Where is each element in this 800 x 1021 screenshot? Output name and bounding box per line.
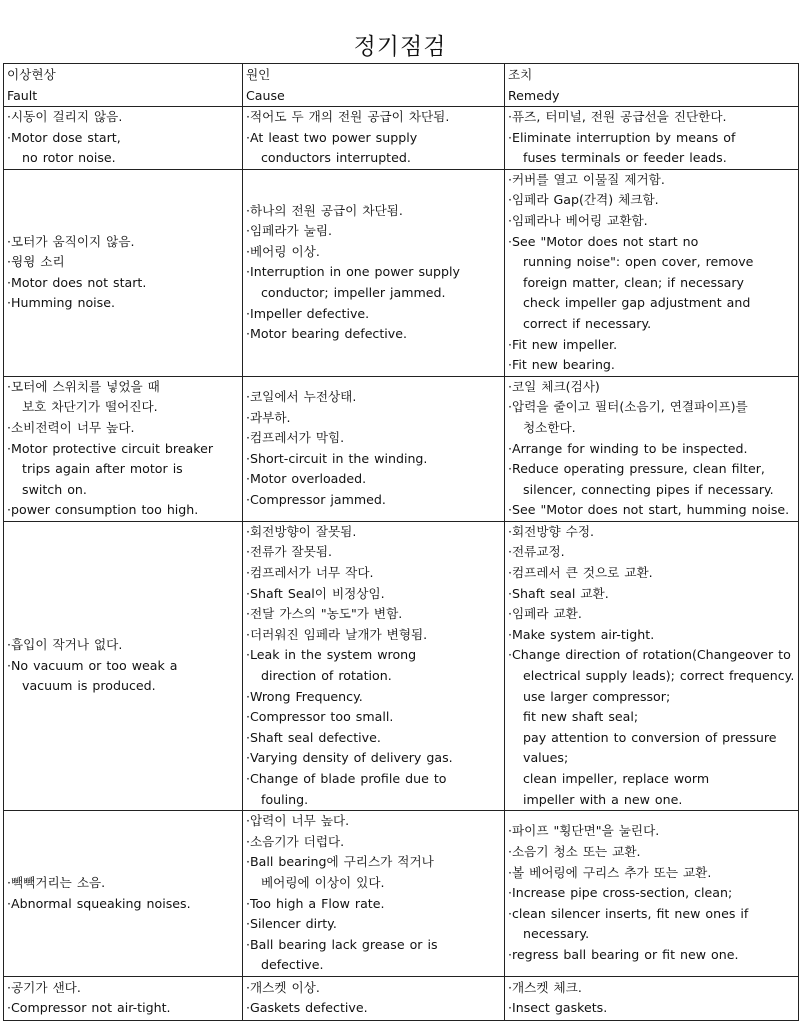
cause-line: ·적어도 두 개의 전원 공급이 차단됨. xyxy=(246,109,450,124)
header-remedy-en: Remedy xyxy=(508,88,560,103)
cause-line: ·하나의 전원 공급이 차단됨. xyxy=(246,202,403,218)
cause-cell xyxy=(243,976,505,1020)
remedy-line: ·Arrange for winding to be inspected. xyxy=(508,440,748,456)
cause-line: ·Motor overloaded. xyxy=(246,471,367,487)
remedy-line: necessary. xyxy=(508,926,590,942)
cause-cell xyxy=(243,521,505,810)
remedy-cell xyxy=(505,376,799,521)
cause-line: ·과부하. xyxy=(246,409,291,425)
cause-line: ·Short-circuit in the winding. xyxy=(246,450,428,466)
cause-line: ·전달 가스의 "농도"가 변함. xyxy=(246,606,403,622)
remedy-line: ·임페라 교환. xyxy=(508,606,582,622)
cause-cell xyxy=(243,811,505,977)
remedy-line: ·커버를 열고 이물질 제거함. xyxy=(508,171,665,187)
cause-line: ·Too high a Flow rate. xyxy=(246,895,385,911)
table-row xyxy=(4,376,799,521)
cause-line: ·Wrong Frequency. xyxy=(246,688,363,704)
cause-line: ·더러워진 임페라 날개가 변형됨. xyxy=(246,626,428,642)
remedy-line: values; xyxy=(508,750,569,766)
remedy-line: ·Make system air-tight. xyxy=(508,626,655,642)
cause-line: ·Shaft Seal이 비정상임. xyxy=(246,585,385,601)
cause-line: ·베어링 이상. xyxy=(246,243,320,259)
remedy-line: check impeller gap adjustment and xyxy=(508,295,751,311)
remedy-line: pay attention to conversion of pressure xyxy=(508,729,777,745)
cause-line: ·소음기가 더럽다. xyxy=(246,833,345,849)
cause-cell xyxy=(243,107,505,170)
remedy-line: ·컴프레서 큰 것으로 교환. xyxy=(508,565,653,581)
fault-line: ·흡입이 작거나 없다. xyxy=(7,637,123,653)
remedy-line: impeller with a new one. xyxy=(508,791,683,807)
remedy-cell xyxy=(505,169,799,376)
remedy-line: fuses terminals or feeder leads. xyxy=(508,150,727,166)
cause-line: ·Compressor too small. xyxy=(246,709,394,725)
cause-line: ·압력이 너무 높다. xyxy=(246,813,350,829)
cause-line: ·Shaft seal defective. xyxy=(246,729,381,745)
table-row xyxy=(4,107,799,170)
header-row xyxy=(4,64,799,107)
remedy-cell xyxy=(505,976,799,1020)
remedy-cell xyxy=(505,811,799,977)
remedy-line: ·Shaft seal 교환. xyxy=(508,585,609,601)
remedy-line: ·코일 체크(검사) xyxy=(508,378,600,394)
fault-cell xyxy=(4,811,243,977)
cause-line: ·컴프레서가 막힘. xyxy=(246,430,345,446)
troubleshooting-table xyxy=(3,63,799,1021)
remedy-line: ·볼 베어링에 구리스 추가 또는 교환. xyxy=(508,864,712,880)
header-remedy-ko: 조치 xyxy=(508,67,533,82)
table-body xyxy=(4,64,799,1021)
fault-line: ·Compressor not air-tight. xyxy=(7,1000,171,1016)
header-cause-ko: 원인 xyxy=(246,67,271,82)
cause-line: ·전류가 잘못됨. xyxy=(246,544,333,560)
remedy-line: ·Insect gaskets. xyxy=(508,1000,608,1016)
header-fault xyxy=(4,64,243,107)
cause-line: ·Impeller defective. xyxy=(246,305,370,321)
header-cause-en: Cause xyxy=(246,88,285,103)
fault-line: vacuum is produced. xyxy=(7,678,156,694)
cause-line: ·Change of blade profile due to xyxy=(246,771,447,786)
remedy-line: silencer, connecting pipes if necessary. xyxy=(508,481,774,497)
header-fault-ko: 이상현상 xyxy=(7,67,56,82)
fault-line: ·빽빽거리는 소음. xyxy=(7,874,106,890)
fault-line: ·Motor dose start, xyxy=(7,129,121,145)
fault-line: switch on. xyxy=(7,481,87,497)
fault-cell xyxy=(4,169,243,376)
cause-line: conductors interrupted. xyxy=(246,150,411,166)
fault-line: ·모터가 움직이지 않음. xyxy=(7,233,135,249)
remedy-line: ·임페라나 베어링 교환함. xyxy=(508,212,648,228)
header-remedy xyxy=(505,64,799,107)
cause-line: ·컴프레서가 너무 작다. xyxy=(246,565,374,581)
remedy-line: ·Fit new bearing. xyxy=(508,357,615,373)
fault-line: ·공기가 샌다. xyxy=(7,979,81,995)
fault-line: ·Motor does not start. xyxy=(7,274,147,290)
remedy-line: ·임페라 Gap(간격) 체크함. xyxy=(508,192,659,208)
remedy-line: ·See "Motor does not start no xyxy=(508,233,699,249)
cause-cell xyxy=(243,376,505,521)
remedy-line: ·Change direction of rotation(Changeover to xyxy=(508,647,791,663)
remedy-line: clean impeller, replace worm xyxy=(508,771,710,786)
cause-line: fouling. xyxy=(246,791,309,807)
fault-line: ·소비전력이 너무 높다. xyxy=(7,419,135,435)
cause-line: ·Varying density of delivery gas. xyxy=(246,750,453,766)
fault-cell xyxy=(4,107,243,170)
cause-line: 베어링에 이상이 있다. xyxy=(246,874,385,890)
cause-line: ·Silencer dirty. xyxy=(246,916,337,932)
remedy-line: ·개스켓 체크. xyxy=(508,979,582,995)
cause-cell xyxy=(243,169,505,376)
remedy-line: ·퓨즈, 터미널, 전원 공급선을 진단한다. xyxy=(508,109,727,124)
cause-line: conductor; impeller jammed. xyxy=(246,285,446,301)
fault-line: ·Abnormal squeaking noises. xyxy=(7,895,191,911)
remedy-line: ·See "Motor does not start, humming noise. xyxy=(508,502,790,518)
remedy-line: electrical supply leads); correct frequency. xyxy=(508,668,795,684)
remedy-line: foreign matter, clean; if necessary xyxy=(508,274,744,290)
cause-line: defective. xyxy=(246,957,324,973)
cause-line: ·Motor bearing defective. xyxy=(246,326,408,342)
remedy-line: 청소한다. xyxy=(508,419,576,435)
fault-cell xyxy=(4,521,243,810)
cause-line: ·회전방향이 잘못됨. xyxy=(246,523,357,539)
cause-line: ·Ball bearing에 구리스가 적거나 xyxy=(246,854,434,870)
remedy-line: ·Increase pipe cross-section, clean; xyxy=(508,885,733,901)
cause-line: ·Ball bearing lack grease or is xyxy=(246,936,438,952)
table-row xyxy=(4,811,799,977)
fault-line: trips again after motor is xyxy=(7,461,183,477)
remedy-line: ·regress ball bearing or fit new one. xyxy=(508,947,739,963)
remedy-line: ·회전방향 수정. xyxy=(508,523,595,539)
remedy-line: fit new shaft seal; xyxy=(508,709,639,725)
remedy-cell xyxy=(505,521,799,810)
fault-line: ·Humming noise. xyxy=(7,295,115,311)
cause-line: ·Gaskets defective. xyxy=(246,1000,368,1016)
fault-line: ·모터에 스위치를 넣었을 때 xyxy=(7,378,160,394)
fault-line: no rotor noise. xyxy=(7,150,116,166)
header-cause xyxy=(243,64,505,107)
fault-line: ·power consumption too high. xyxy=(7,502,199,518)
remedy-line: ·clean silencer inserts, fit new ones if xyxy=(508,905,749,921)
cause-line: direction of rotation. xyxy=(246,668,392,684)
remedy-line: ·소음기 청소 또는 교환. xyxy=(508,844,641,860)
cause-line: ·개스켓 이상. xyxy=(246,979,320,995)
remedy-cell xyxy=(505,107,799,170)
table-row xyxy=(4,169,799,376)
fault-line: ·No vacuum or too weak a xyxy=(7,657,178,673)
cause-line: ·Leak in the system wrong xyxy=(246,647,417,663)
fault-cell xyxy=(4,376,243,521)
remedy-line: ·Fit new impeller. xyxy=(508,336,618,352)
table-row xyxy=(4,976,799,1020)
fault-line: ·윙윙 소리 xyxy=(7,254,65,270)
cause-line: ·Interruption in one power supply xyxy=(246,264,460,280)
remedy-line: running noise": open cover, remove xyxy=(508,254,754,270)
fault-line: ·Motor protective circuit breaker xyxy=(7,440,214,456)
table-row xyxy=(4,521,799,810)
remedy-line: correct if necessary. xyxy=(508,315,652,331)
cause-line: ·코일에서 누전상태. xyxy=(246,389,357,405)
cause-line: ·At least two power supply xyxy=(246,129,418,145)
page-title: 정기점검 xyxy=(353,34,447,60)
fault-line: 보호 차단기가 떨어진다. xyxy=(7,399,158,415)
fault-cell xyxy=(4,976,243,1020)
cause-line: ·임페라가 눌림. xyxy=(246,223,333,239)
remedy-line: use larger compressor; xyxy=(508,688,671,704)
header-fault-en: Fault xyxy=(7,88,38,103)
remedy-line: ·파이프 "횡단면"을 눌린다. xyxy=(508,823,660,839)
remedy-line: ·Reduce operating pressure, clean filter, xyxy=(508,461,765,477)
remedy-line: ·Eliminate interruption by means of xyxy=(508,129,736,145)
remedy-line: ·압력을 줄이고 필터(소음기, 연결파이프)를 xyxy=(508,399,748,415)
cause-line: ·Compressor jammed. xyxy=(246,491,386,507)
remedy-line: ·전류교정. xyxy=(508,544,565,560)
fault-line: ·시동이 걸리지 않음. xyxy=(7,109,123,124)
